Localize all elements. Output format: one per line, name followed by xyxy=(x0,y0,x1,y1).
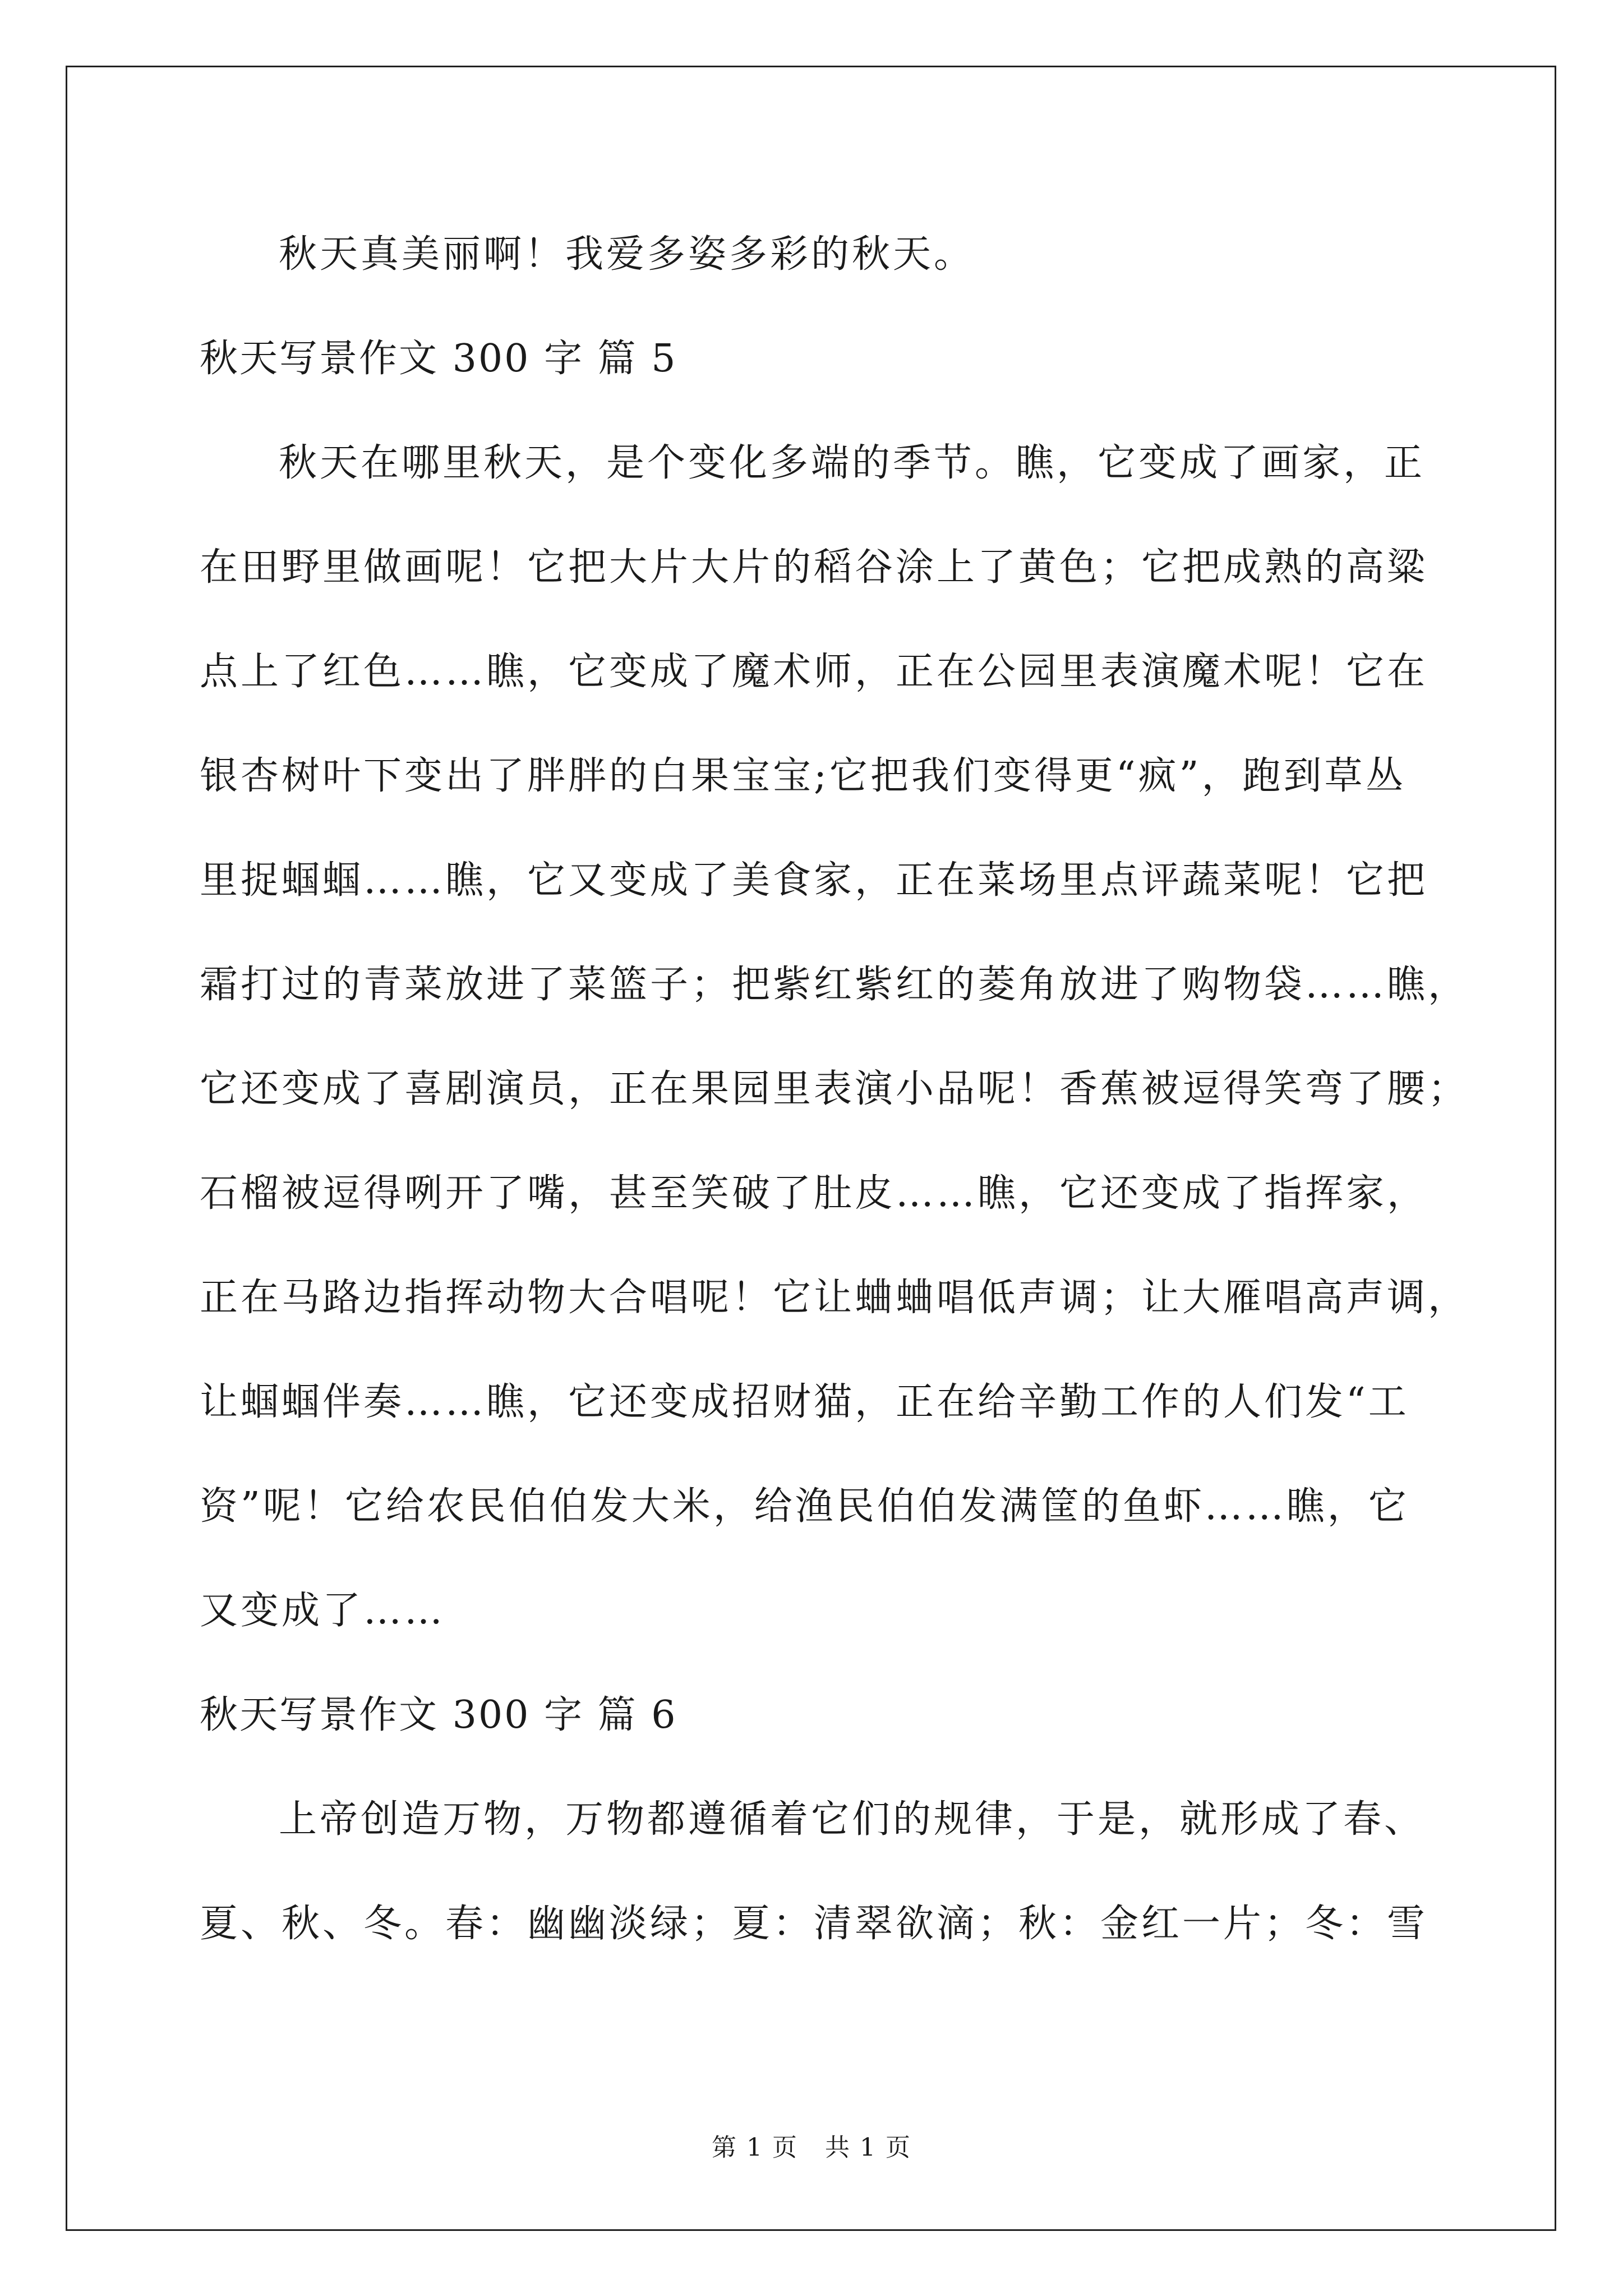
section-5-paragraph-line: 在田野里做画呢！它把大片大片的稻谷涂上了黄色；它把成熟的高粱 xyxy=(200,545,1428,590)
section-5-paragraph-line: 又变成了…… xyxy=(200,1589,446,1633)
section-5-paragraph-line: 里捉蝈蝈……瞧，它又变成了美食家，正在菜场里点评蔬菜呢！它把 xyxy=(200,858,1428,903)
section-5-paragraph-line: 点上了红色……瞧，它变成了魔术师，正在公园里表演魔术呢！它在 xyxy=(200,650,1428,694)
section-5-paragraph-line: 石榴被逗得咧开了嘴，甚至笑破了肚皮……瞧，它还变成了指挥家， xyxy=(200,1171,1428,1216)
section-5-paragraph-line: 霜打过的青菜放进了菜篮子；把紫红紫红的菱角放进了购物袋……瞧， xyxy=(200,963,1469,1007)
section-5-paragraph-line: 秋天在哪里秋天，是个变化多端的季节。瞧，它变成了画家，正 xyxy=(279,441,1426,485)
section-6-heading: 秋天写景作文 300 字 篇 6 xyxy=(200,1693,677,1737)
section-5-paragraph-line: 它还变成了喜剧演员，正在果园里表演小品呢！香蕉被逗得笑弯了腰； xyxy=(200,1067,1469,1111)
section-5-paragraph-line: 银杏树叶下变出了胖胖的白果宝宝;它把我们变得更“疯”，跑到草丛 xyxy=(200,754,1407,798)
intro-paragraph: 秋天真美丽啊！我爱多姿多彩的秋天。 xyxy=(279,232,975,277)
section-6-paragraph-line: 上帝创造万物，万物都遵循着它们的规律，于是，就形成了春、 xyxy=(279,1797,1426,1842)
section-5-heading: 秋天写景作文 300 字 篇 5 xyxy=(200,337,677,381)
section-5-paragraph-line: 让蝈蝈伴奏……瞧，它还变成招财猫，正在给辛勤工作的人们发“工 xyxy=(200,1380,1409,1424)
section-5-paragraph-line: 资”呢！它给农民伯伯发大米，给渔民伯伯发满筐的鱼虾……瞧，它 xyxy=(200,1484,1409,1529)
page-number-footer: 第 1 页 共 1 页 xyxy=(712,2133,911,2162)
section-6-paragraph-line: 夏、秋、冬。春：幽幽淡绿；夏：清翠欲滴；秋：金红一片；冬：雪 xyxy=(200,1902,1428,1946)
section-5-paragraph-line: 正在马路边指挥动物大合唱呢！它让蛐蛐唱低声调；让大雁唱高声调， xyxy=(200,1276,1469,1320)
